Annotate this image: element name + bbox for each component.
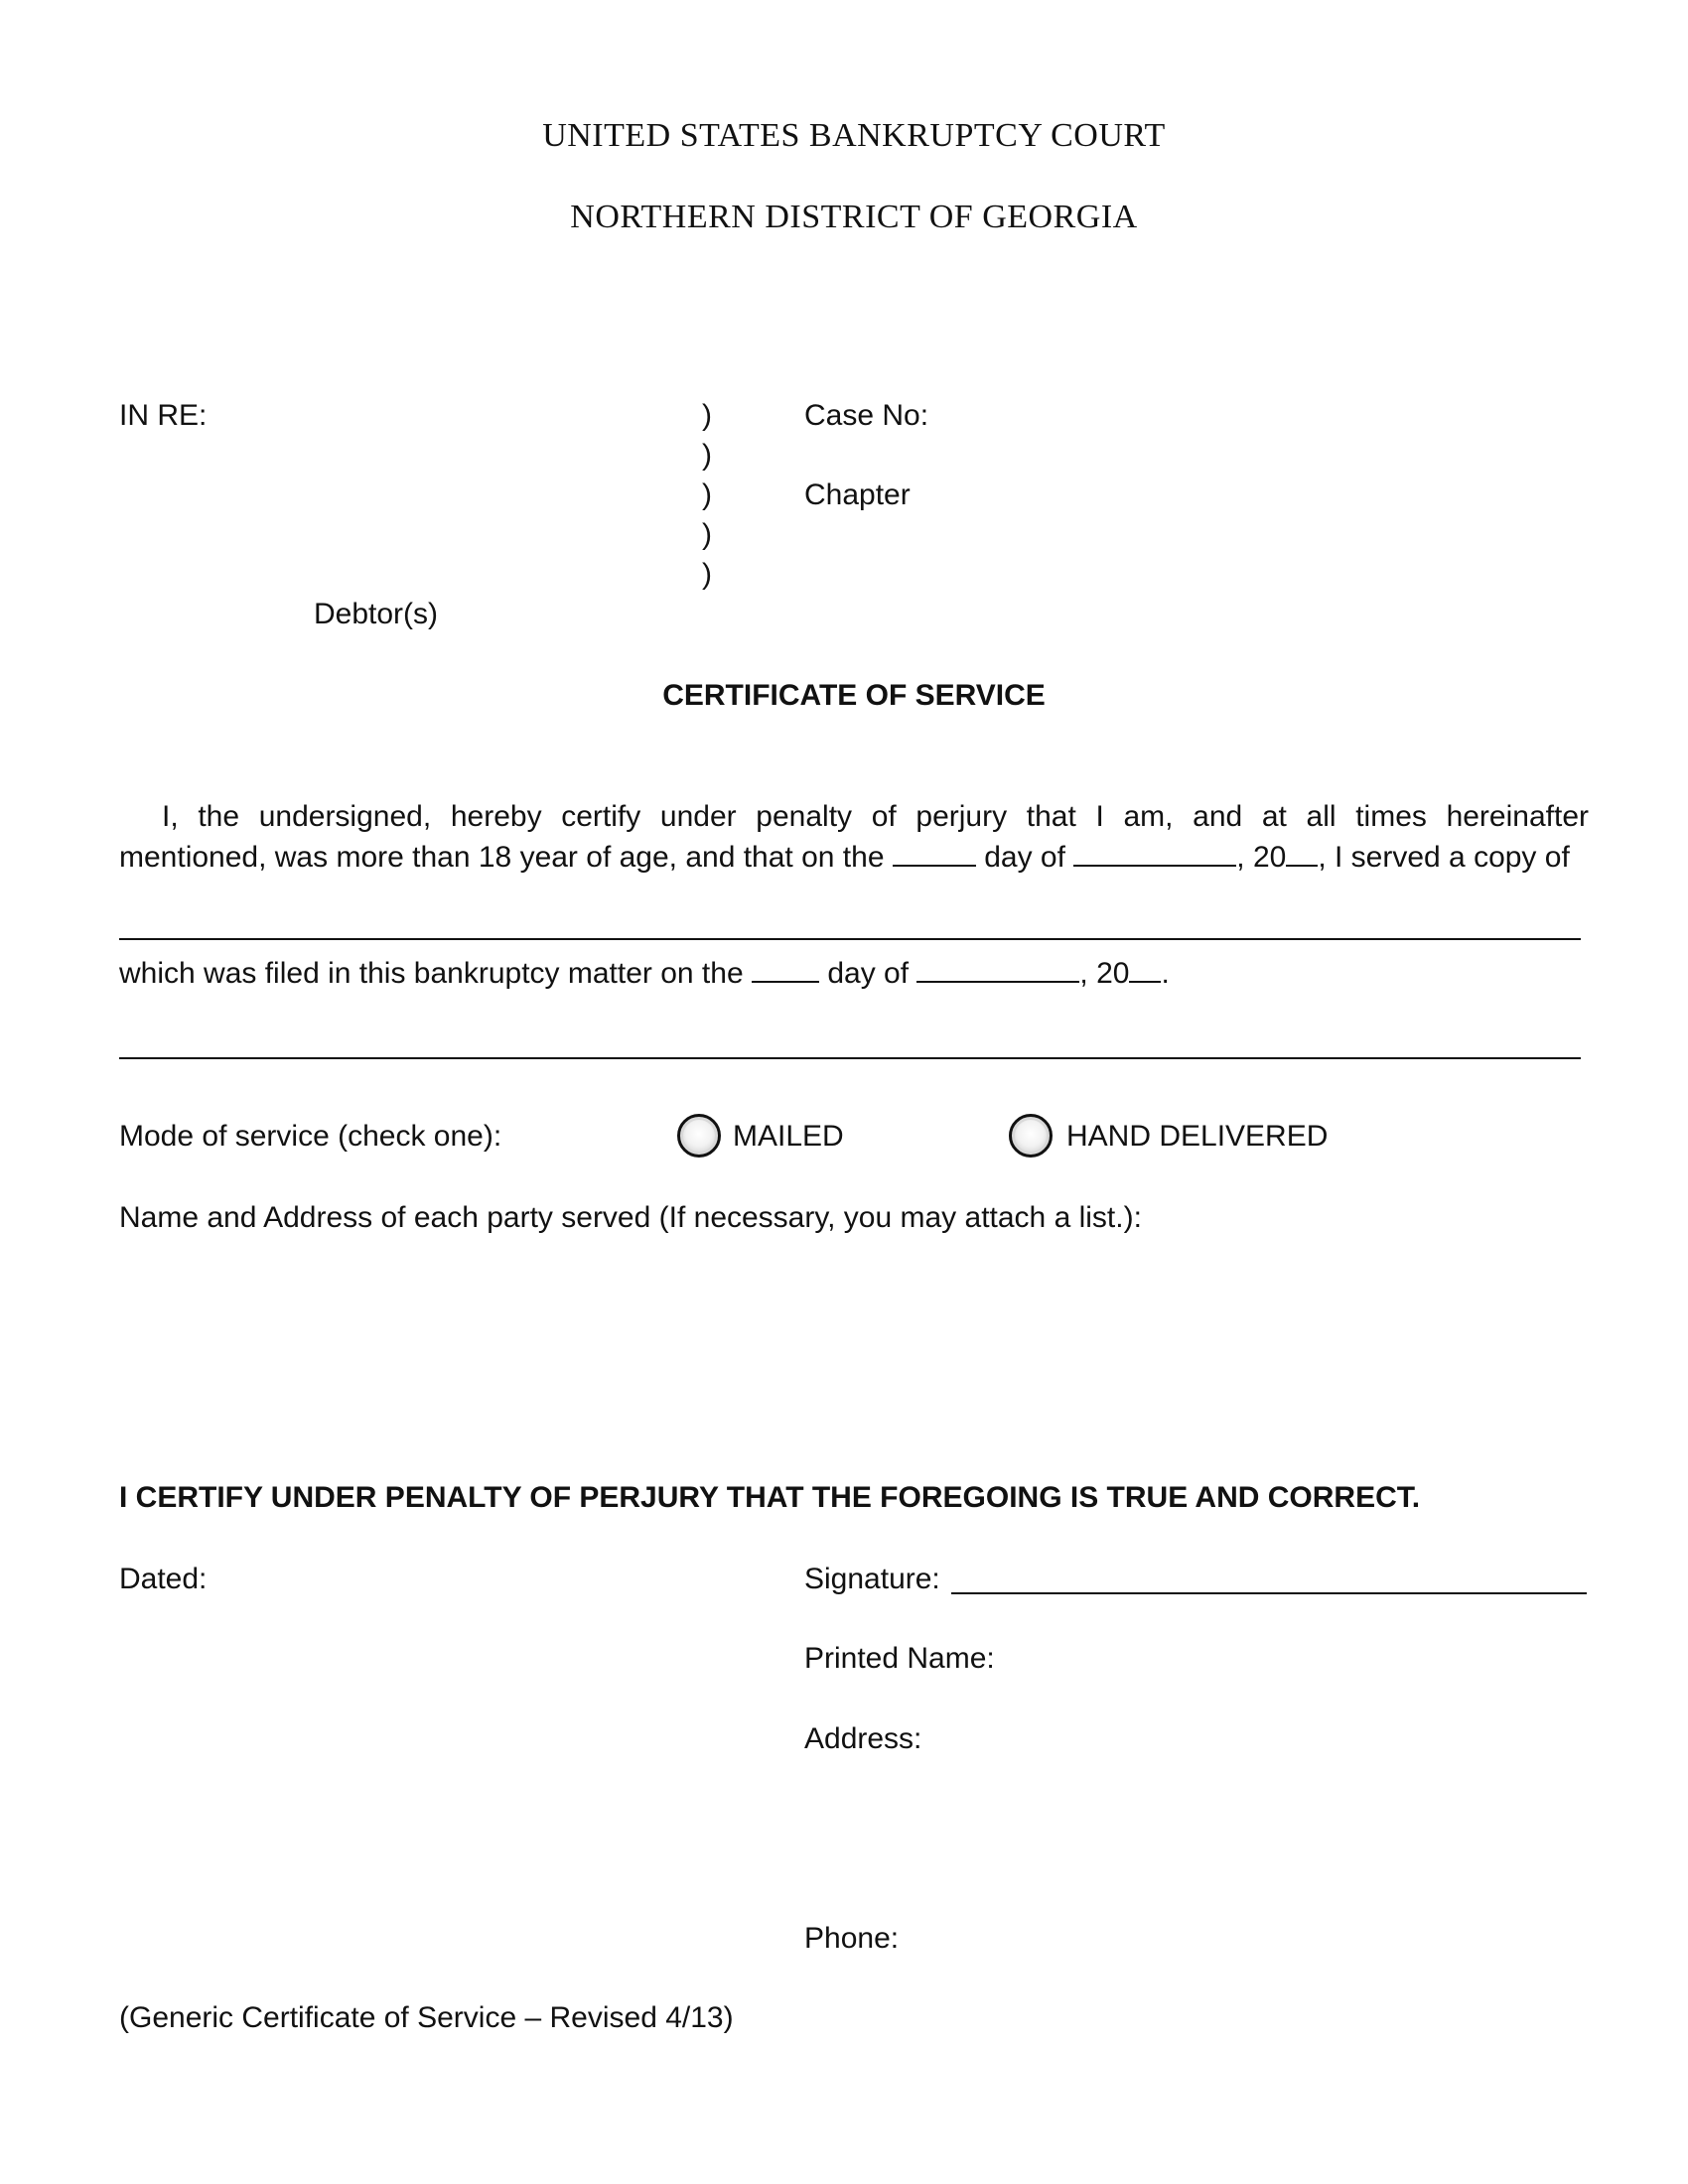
address-label: Address: [804,1722,922,1755]
filed-text: which was filed in this bankruptcy matter on the [119,957,744,990]
filed-year-blank[interactable] [1129,957,1161,983]
court-name: UNITED STATES BANKRUPTCY COURT [542,117,1166,154]
in-re-label: IN RE: [119,399,208,432]
document-served-line[interactable] [119,938,1581,940]
mailed-label: MAILED [733,1120,844,1153]
certification-line-2 [119,837,1589,878]
mode-of-service-label: Mode of service (check one): [119,1120,502,1153]
case-number-label: Case No: [804,399,929,432]
filed-sentence [119,957,1170,991]
hand-delivered-radio[interactable] [1009,1114,1053,1158]
certification-paragraph [119,796,1589,878]
filed-text: . [1161,957,1170,990]
signature-label: Signature: [804,1563,940,1595]
certification-text: , 20 [1236,841,1287,874]
service-month-blank[interactable] [1073,841,1236,867]
caption-paren: ) [702,399,712,432]
mailed-radio[interactable] [677,1114,721,1158]
debtors-label: Debtor(s) [314,598,439,630]
form-revision-footer: (Generic Certificate of Service – Revised 4/13) [119,2001,734,2034]
caption-paren: ) [702,478,712,511]
caption-paren: ) [702,518,712,551]
certification-text: day of [984,841,1065,874]
filed-month-blank[interactable] [916,957,1079,983]
parties-served-label: Name and Address of each party served (If necessary, you may attach a list.): [119,1201,1142,1234]
certification-line-1: I, the undersigned, hereby certify under penalty of perjury that I am, and at all times hereinafter [162,800,1589,833]
phone-label: Phone: [804,1922,900,1955]
filed-text: , 20 [1079,957,1130,990]
filed-text: day of [827,957,910,990]
caption-paren: ) [702,558,712,591]
document-title: CERTIFICATE OF SERVICE [662,679,1046,712]
certification-text: , I served a copy of [1318,841,1570,874]
service-day-blank[interactable] [893,841,976,867]
certification-text: mentioned, was more than 18 year of age, and that on the [119,841,885,874]
service-year-blank[interactable] [1286,841,1318,867]
filed-day-blank[interactable] [752,957,819,983]
perjury-declaration: I CERTIFY UNDER PENALTY OF PERJURY THAT THE FOREGOING IS TRUE AND CORRECT. [119,1481,1421,1514]
additional-info-line[interactable] [119,1057,1581,1059]
printed-name-label: Printed Name: [804,1642,995,1675]
caption-paren: ) [702,439,712,472]
district-name: NORTHERN DISTRICT OF GEORGIA [570,199,1138,235]
chapter-label: Chapter [804,478,911,511]
dated-label: Dated: [119,1563,208,1595]
hand-delivered-label: HAND DELIVERED [1066,1120,1329,1153]
signature-line[interactable] [951,1592,1587,1594]
